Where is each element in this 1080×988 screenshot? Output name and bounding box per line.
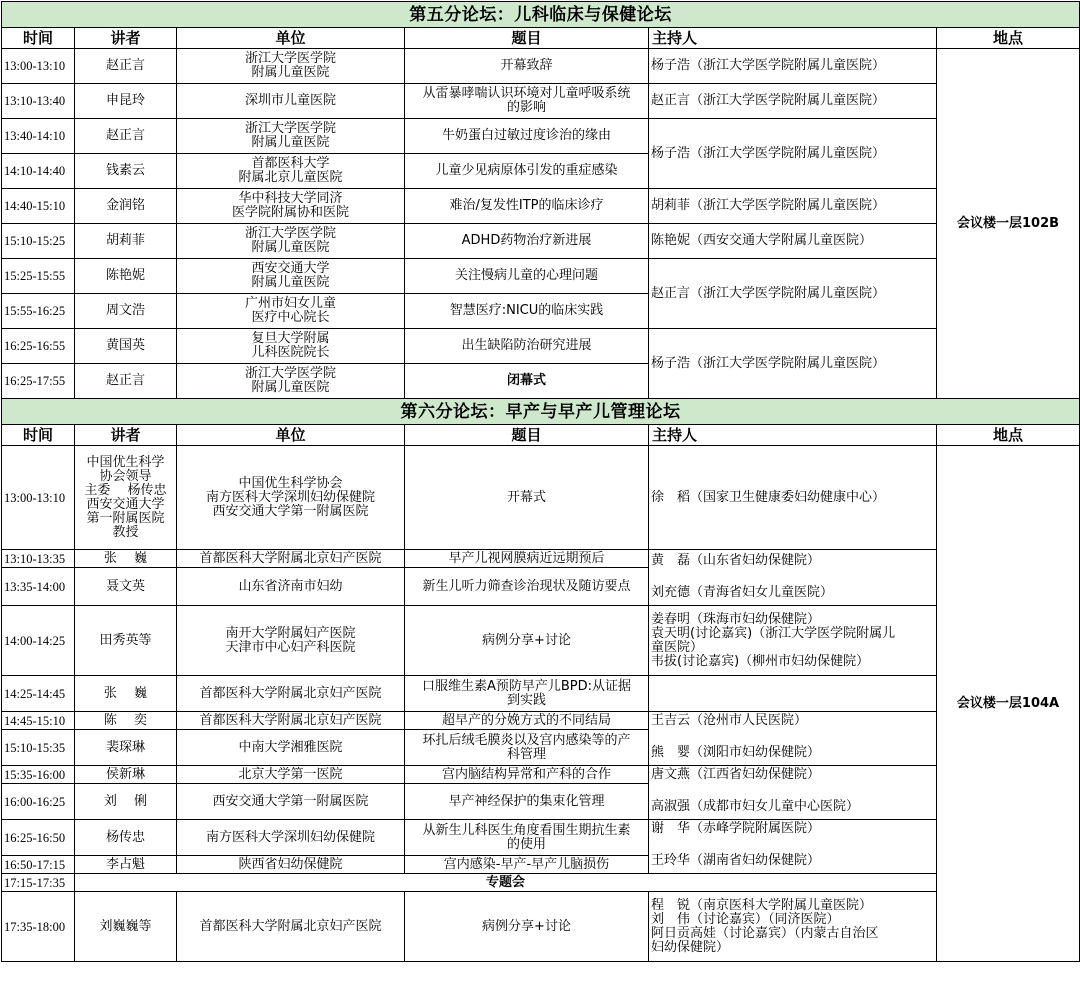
- topic-cell: 早产儿视网膜病近远期预后: [405, 550, 649, 568]
- unit-cell: 首都医科大学 附属北京儿童医院: [177, 154, 405, 189]
- host-cell: [649, 820, 937, 874]
- header-speaker: 讲者: [75, 425, 177, 446]
- time-cell: 14:00-14:25: [2, 606, 75, 676]
- table-row: [2, 259, 1080, 294]
- unit-cell: 深圳市儿童医院: [177, 84, 405, 119]
- forum6-title: 第六分论坛：早产与早产儿管理论坛: [2, 399, 1080, 425]
- speaker-cell: 申昆玲: [75, 84, 177, 119]
- header-speaker: 讲者: [75, 28, 177, 49]
- time-cell: 16:50-17:15: [2, 856, 75, 874]
- time-cell: 13:10-13:35: [2, 550, 75, 568]
- location-cell: 会议楼一层104A: [937, 446, 1080, 962]
- table-row: [2, 550, 1080, 568]
- speaker-cell: 聂文英: [75, 568, 177, 606]
- host-cell: 徐 稻（国家卫生健康委妇幼健康中心）: [649, 446, 937, 550]
- table-row: [2, 119, 1080, 154]
- host-cell: 杨子浩（浙江大学医学院附属儿童医院）: [649, 119, 937, 189]
- topic-cell: 从新生儿科医生角度看围生期抗生素 的使用: [405, 820, 649, 856]
- host-name: 王玲华（湖南省妇幼保健院）: [651, 853, 821, 868]
- unit-cell: 首都医科大学附属北京妇产医院: [177, 712, 405, 730]
- speaker-cell: 周文浩: [75, 294, 177, 329]
- unit-cell: 南开大学附属妇产医院 天津市中心妇产科医院: [177, 606, 405, 676]
- table-row: [2, 676, 1080, 712]
- forum5-title: 第五分论坛：儿科临床与保健论坛: [2, 2, 1080, 28]
- table-row: [2, 892, 1080, 962]
- header-host: 主持人: [649, 425, 937, 446]
- unit-cell: 北京大学第一医院: [177, 766, 405, 784]
- unit-cell: 南方医科大学深圳妇幼保健院: [177, 820, 405, 856]
- time-cell: 14:10-14:40: [2, 154, 75, 189]
- header-unit: 单位: [177, 425, 405, 446]
- host-cell: [649, 766, 937, 820]
- unit-cell: 西安交通大学 附属儿童医院: [177, 259, 405, 294]
- header-location: 地点: [937, 425, 1080, 446]
- table-row: [2, 874, 1080, 892]
- speaker-cell: 杨传忠: [75, 820, 177, 856]
- speaker-cell: 中国优生科学 协会领导 主委 杨传忠 西安交通大学 第一附属医院 教授: [75, 446, 177, 550]
- speaker-cell: 赵正言: [75, 119, 177, 154]
- topic-cell: 难治/复发性ITP的临床诊疗: [405, 189, 649, 224]
- header-time: 时间: [2, 28, 75, 49]
- time-cell: 13:00-13:10: [2, 446, 75, 550]
- topic-cell: 宫内脑结构异常和产科的合作: [405, 766, 649, 784]
- topic-cell: 开幕式: [405, 446, 649, 550]
- time-cell: 16:25-16:55: [2, 329, 75, 364]
- host-name: 熊 婴（浏阳市妇幼保健院）: [651, 745, 821, 760]
- host-cell: 赵正言（浙江大学医学院附属儿童医院）: [649, 84, 937, 119]
- topic-cell: 儿童少见病原体引发的重症感染: [405, 154, 649, 189]
- table-row: [2, 49, 1080, 84]
- topic-cell: 宫内感染-早产-早产儿脑损伤: [405, 856, 649, 874]
- table-row: [2, 712, 1080, 730]
- table-row: [2, 766, 1080, 784]
- unit-cell: 陕西省妇幼保健院: [177, 856, 405, 874]
- time-cell: 13:35-14:00: [2, 568, 75, 606]
- speaker-cell: 钱素云: [75, 154, 177, 189]
- topic-cell: 从雷暴哮喘认识环境对儿童呼吸系统 的影响: [405, 84, 649, 119]
- host-cell: 杨子浩（浙江大学医学院附属儿童医院）: [649, 49, 937, 84]
- topic-cell: 环扎后绒毛膜炎以及宫内感染等的产 科管理: [405, 730, 649, 766]
- unit-cell: 山东省济南市妇幼: [177, 568, 405, 606]
- host-name: 王吉云（沧州市人民医院）: [651, 713, 808, 728]
- time-cell: 16:25-16:50: [2, 820, 75, 856]
- host-cell: 杨子浩（浙江大学医学院附属儿童医院）: [649, 329, 937, 399]
- topic-cell: ADHD药物治疗新进展: [405, 224, 649, 259]
- speaker-cell: 张 巍: [75, 550, 177, 568]
- speaker-cell: 金润铭: [75, 189, 177, 224]
- unit-cell: 西安交通大学第一附属医院: [177, 784, 405, 820]
- topic-cell: 智慧医疗:NICU的临床实践: [405, 294, 649, 329]
- speaker-cell: 胡莉菲: [75, 224, 177, 259]
- host-name: 高淑强（成都市妇女儿童中心医院）: [651, 799, 860, 814]
- topic-cell: 闭幕式: [405, 364, 649, 399]
- speaker-cell: 张 巍: [75, 676, 177, 712]
- table-row: [2, 329, 1080, 364]
- host-cell: 程 锐（南京医科大学附属儿童医院） 刘 伟（讨论嘉宾）（同济医院） 阿日贡高娃（讨论嘉宾）（内蒙古自治区 妇幼保健院）: [649, 892, 937, 962]
- topic-cell: 病例分享+讨论: [405, 606, 649, 676]
- topic-cell: 关注慢病儿童的心理问题: [405, 259, 649, 294]
- table-row: [2, 224, 1080, 259]
- host-name: 谢 华（赤峰学院附属医院）: [651, 821, 821, 836]
- time-cell: 16:25-17:55: [2, 364, 75, 399]
- unit-cell: 华中科技大学同济 医学院附属协和医院: [177, 189, 405, 224]
- speaker-cell: 黄国英: [75, 329, 177, 364]
- unit-cell: 浙江大学医学院 附属儿童医院: [177, 364, 405, 399]
- speaker-cell: 侯新琳: [75, 766, 177, 784]
- host-cell: [649, 712, 937, 766]
- time-cell: 15:55-16:25: [2, 294, 75, 329]
- header-location: 地点: [937, 28, 1080, 49]
- host-cell-empty: [649, 676, 937, 712]
- topic-cell: 早产神经保护的集束化管理: [405, 784, 649, 820]
- special-session: 专题会: [75, 874, 937, 892]
- time-cell: 16:00-16:25: [2, 784, 75, 820]
- topic-cell: 牛奶蛋白过敏过度诊治的缘由: [405, 119, 649, 154]
- time-cell: 14:40-15:10: [2, 189, 75, 224]
- time-cell: 17:35-18:00: [2, 892, 75, 962]
- speaker-cell: 李占魁: [75, 856, 177, 874]
- time-cell: 15:10-15:25: [2, 224, 75, 259]
- table-row: [2, 84, 1080, 119]
- topic-cell: 开幕致辞: [405, 49, 649, 84]
- topic-cell: 病例分享+讨论: [405, 892, 649, 962]
- host-cell: 胡莉菲（浙江大学医学院附属儿童医院）: [649, 189, 937, 224]
- table-row: [2, 446, 1080, 550]
- unit-cell: 广州市妇女儿童 医疗中心院长: [177, 294, 405, 329]
- host-name: 刘充德（青海省妇女儿童医院）: [651, 585, 834, 600]
- host-name: 黄 磊（山东省妇幼保健院）: [651, 553, 821, 568]
- speaker-cell: 陈 奕: [75, 712, 177, 730]
- time-cell: 13:10-13:40: [2, 84, 75, 119]
- unit-cell: 浙江大学医学院 附属儿童医院: [177, 119, 405, 154]
- time-cell: 14:25-14:45: [2, 676, 75, 712]
- header-topic: 题目: [405, 28, 649, 49]
- topic-cell: 口服维生素A预防早产儿BPD:从证据 到实践: [405, 676, 649, 712]
- unit-cell: 首都医科大学附属北京妇产医院: [177, 676, 405, 712]
- host-cell: 姜春明（珠海市妇幼保健院） 袁天明(讨论嘉宾)（浙江大学医学院附属儿 童医院） 韦拔(讨论嘉宾)（柳州市妇幼保健院）: [649, 606, 937, 676]
- host-cell: [649, 550, 937, 606]
- header-unit: 单位: [177, 28, 405, 49]
- header-topic: 题目: [405, 425, 649, 446]
- time-cell: 15:10-15:35: [2, 730, 75, 766]
- table-row: [2, 189, 1080, 224]
- unit-cell: 首都医科大学附属北京妇产医院: [177, 550, 405, 568]
- schedule-table: [1, 1, 1080, 962]
- speaker-cell: 刘 俐: [75, 784, 177, 820]
- topic-cell: 新生儿听力筛查诊治现状及随访要点: [405, 568, 649, 606]
- unit-cell: 中国优生科学协会 南方医科大学深圳妇幼保健院 西安交通大学第一附属医院: [177, 446, 405, 550]
- time-cell: 14:45-15:10: [2, 712, 75, 730]
- table-row: [2, 606, 1080, 676]
- unit-cell: 复旦大学附属 儿科医院院长: [177, 329, 405, 364]
- topic-cell: 出生缺陷防治研究进展: [405, 329, 649, 364]
- time-cell: 13:00-13:10: [2, 49, 75, 84]
- speaker-cell: 赵正言: [75, 49, 177, 84]
- host-cell: 赵正言（浙江大学医学院附属儿童医院）: [649, 259, 937, 329]
- unit-text: 浙江大学医学院 附属儿童医院: [244, 51, 336, 80]
- location-cell: 会议楼一层102B: [937, 49, 1080, 399]
- unit-cell: 中南大学湘雅医院: [177, 730, 405, 766]
- time-cell: 15:25-15:55: [2, 259, 75, 294]
- unit-cell: 首都医科大学附属北京妇产医院: [177, 892, 405, 962]
- header-host: 主持人: [649, 28, 937, 49]
- unit-cell: [177, 49, 405, 84]
- host-cell: 陈艳妮（西安交通大学附属儿童医院）: [649, 224, 937, 259]
- table-row: [2, 820, 1080, 856]
- topic-cell: 超早产的分娩方式的不同结局: [405, 712, 649, 730]
- time-cell: 13:40-14:10: [2, 119, 75, 154]
- speaker-cell: 刘巍巍等: [75, 892, 177, 962]
- host-name: 唐文燕（江西省妇幼保健院）: [651, 767, 821, 782]
- speaker-cell: 裴琛琳: [75, 730, 177, 766]
- speaker-cell: 赵正言: [75, 364, 177, 399]
- unit-cell: 浙江大学医学院 附属儿童医院: [177, 224, 405, 259]
- time-cell: 17:15-17:35: [2, 874, 75, 892]
- time-cell: 15:35-16:00: [2, 766, 75, 784]
- speaker-cell: 陈艳妮: [75, 259, 177, 294]
- header-time: 时间: [2, 425, 75, 446]
- speaker-cell: 田秀英等: [75, 606, 177, 676]
